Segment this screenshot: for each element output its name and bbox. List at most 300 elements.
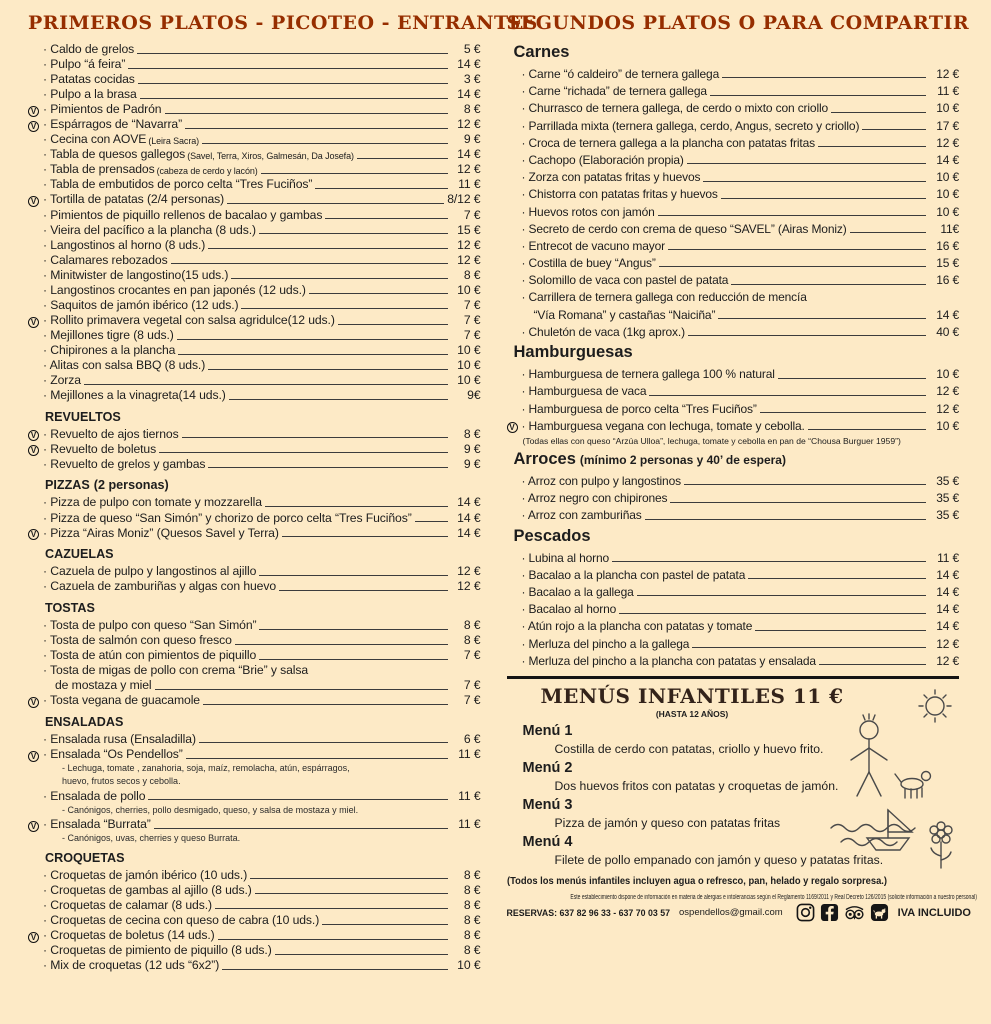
vegetarian-icon: V <box>507 422 518 433</box>
price-leader-line <box>687 163 926 164</box>
menu-section <box>507 43 960 339</box>
item-price: 8 € <box>463 927 481 942</box>
price-leader-line <box>649 395 926 396</box>
kids-menu-note: (Todos los menús infantiles incluyen agua o refresco, pan, helado y regalo sorpresa.) <box>506 876 887 888</box>
section-heading-note: (2 personas) <box>93 478 169 493</box>
item-price: 7 € <box>463 297 481 312</box>
item-name: · Caldo de grelos <box>43 43 134 57</box>
item-price: 14 € <box>457 57 481 72</box>
section-heading <box>514 527 960 546</box>
price-leader-line <box>199 742 448 743</box>
menu-item <box>28 512 481 526</box>
section-heading <box>45 851 481 865</box>
vegetarian-slot <box>28 106 43 117</box>
price-leader-line <box>155 689 448 690</box>
menu-section <box>28 715 481 844</box>
item-price: 14 € <box>457 147 481 162</box>
menu-item <box>28 209 481 223</box>
item-name: · Chipirones a la plancha <box>43 344 175 358</box>
item-price: 10 € <box>457 373 481 388</box>
price-leader-line <box>282 536 448 537</box>
item-name: · Espárragos de “Navarra” <box>43 118 182 132</box>
menu-item <box>507 419 960 433</box>
item-name: · Cecina con AOVE <box>43 133 146 147</box>
item-name: · Mejillones a la vinagreta(14 uds.) <box>43 389 226 403</box>
item-name: · Cazuela de zamburiñas y algas con huevo <box>43 580 276 594</box>
menu-item <box>507 474 960 488</box>
vegetarian-icon: V <box>28 821 39 832</box>
item-name: · Hamburguesa de ternera gallega 100 % natural <box>522 367 775 381</box>
menu-item <box>28 694 481 708</box>
item-name: · Croquetas de calamar (8 uds.) <box>43 899 212 913</box>
item-price: 11 € <box>937 550 959 565</box>
vegetarian-slot <box>28 317 43 328</box>
menu-item <box>28 944 481 958</box>
kids-menu-label: Menú 1 <box>522 723 573 740</box>
vegetarian-icon: V <box>28 106 39 117</box>
item-price: 35 € <box>936 473 959 488</box>
item-name: · Parrillada mixta (ternera gallega, cerdo, Angus, secreto y criollo) <box>522 119 860 133</box>
menu-item <box>28 818 481 832</box>
item-price: 9 € <box>463 456 481 471</box>
facebook-icon <box>820 903 839 922</box>
menu-item <box>28 869 481 883</box>
menu-item <box>507 290 960 304</box>
price-leader-line <box>138 83 448 84</box>
menu-item <box>507 84 960 98</box>
item-name: · Huevos rotos con jamón <box>522 205 655 219</box>
item-name: · Merluza del pincho a la plancha con patatas y ensalada <box>522 654 816 668</box>
kids-menu-title: MENÚS INFANTILES 11 € <box>540 684 844 709</box>
menu-item <box>507 256 960 270</box>
menu-item <box>28 884 481 898</box>
price-leader-line <box>338 324 448 325</box>
item-price: 14 € <box>936 152 959 167</box>
footer-row <box>506 903 971 922</box>
vegetarian-slot <box>28 445 43 456</box>
menu-item <box>28 73 481 87</box>
menu-section <box>28 547 481 594</box>
price-leader-line <box>659 266 926 267</box>
item-name: · Croquetas de boletus (14 uds.) <box>43 929 215 943</box>
item-price: 12 € <box>936 384 959 399</box>
menu-item <box>507 153 960 167</box>
menu-item <box>28 43 481 57</box>
reservations-phones: RESERVAS: 637 82 96 33 - 637 70 03 57 <box>506 907 671 918</box>
price-leader-line <box>215 908 448 909</box>
section-heading <box>45 715 481 729</box>
price-leader-line <box>315 188 447 189</box>
menu-item <box>28 239 481 253</box>
item-price: 10 € <box>457 357 481 372</box>
iva-included-label: IVA INCLUIDO <box>897 906 971 919</box>
menu-item <box>507 205 960 219</box>
item-price: 10 € <box>936 367 959 382</box>
item-price: 12 € <box>936 67 959 81</box>
price-leader-line <box>208 369 447 370</box>
menu-item <box>28 428 481 442</box>
right-sections <box>507 43 960 668</box>
menu-item <box>28 664 481 678</box>
item-price: 8 € <box>463 267 481 282</box>
menu-item <box>28 359 481 373</box>
section-heading-label: ENSALADAS <box>45 714 124 729</box>
item-price: 14 € <box>457 495 481 510</box>
price-leader-line <box>612 561 926 562</box>
price-leader-line <box>619 613 926 614</box>
price-leader-line <box>261 173 448 174</box>
price-leader-line <box>203 704 448 705</box>
item-price: 8 € <box>463 102 481 117</box>
price-leader-line <box>165 113 448 114</box>
item-name: · Solomillo de vaca con pastel de patata <box>522 273 729 287</box>
item-price: 11 € <box>458 177 481 192</box>
item-price: 11 € <box>458 816 481 831</box>
item-name: · Churrasco de ternera gallega, de cerdo o mixto con criollo <box>522 101 829 115</box>
item-price: 14 € <box>457 87 481 102</box>
menu-section <box>507 527 960 669</box>
menu-section <box>507 343 960 446</box>
price-leader-line <box>159 452 447 453</box>
section-heading-label: Carnes <box>513 43 570 61</box>
price-leader-line <box>703 181 926 182</box>
item-price: 11 € <box>458 746 481 761</box>
menu-item <box>28 163 481 177</box>
price-leader-line <box>325 218 447 219</box>
price-leader-line <box>309 293 448 294</box>
kids-menu-desc: Pizza de jamón y queso con patatas fritas <box>554 816 781 831</box>
section-heading-label: CROQUETAS <box>45 850 125 865</box>
menu-item <box>507 384 960 398</box>
item-name: · Patatas cocidas <box>43 73 135 87</box>
item-name: · Secreto de cerdo con crema de queso “SAVEL” (Airas Moniz) <box>522 222 847 236</box>
item-name: · Langostinos crocantes en pan japonés (12 uds.) <box>43 284 306 298</box>
price-leader-line <box>722 77 926 78</box>
item-price: 6 € <box>463 731 481 746</box>
price-leader-line <box>275 954 448 955</box>
menu-item <box>28 58 481 72</box>
item-price: 8 € <box>463 867 481 882</box>
item-price: 12 € <box>457 117 481 132</box>
menu-item <box>28 649 481 663</box>
item-price: 15 € <box>936 256 959 271</box>
price-leader-line <box>862 129 926 130</box>
price-leader-line <box>137 53 447 54</box>
item-price: 12 € <box>457 162 481 177</box>
vegetarian-icon: V <box>28 529 39 540</box>
menu-item <box>507 491 960 505</box>
item-price: 35 € <box>936 508 959 523</box>
item-price: 8 € <box>463 912 481 927</box>
menu-item <box>28 527 481 541</box>
price-leader-line <box>637 595 926 596</box>
price-leader-line <box>259 233 448 234</box>
item-price: 17 € <box>936 118 959 133</box>
vegetarian-icon: V <box>28 196 39 207</box>
allergen-legal-text: Este establecimiento dispone de información en materia de alergias e intolerancias según el Reglamento 1169/2011 y Real Decreto 126/2015 (solicite información a nuestro personal) <box>569 894 977 902</box>
price-leader-line <box>177 339 448 340</box>
menu-item <box>507 367 960 381</box>
item-price: 16 € <box>936 273 959 288</box>
price-leader-line <box>668 249 926 250</box>
item-name: · Hamburguesa de vaca <box>522 384 647 398</box>
item-name: · Revuelto de boletus <box>43 443 156 457</box>
menu-item <box>507 637 960 651</box>
item-note: (cabeza de cerdo y lacón) <box>156 165 258 176</box>
item-name: · Pizza de queso “San Simón” y chorizo de porco celta “Tres Fuciños” <box>43 512 412 526</box>
price-leader-line <box>831 112 926 113</box>
vegetarian-slot <box>28 932 43 943</box>
item-name: · Croquetas de jamón ibérico (10 uds.) <box>43 869 247 883</box>
item-name: “Vía Romana” y castañas “Naiciña” <box>533 307 716 322</box>
item-name: · Ensalada “Burrata” <box>43 818 151 832</box>
menu-item-continuation <box>28 679 481 693</box>
item-name: · Ensalada de pollo <box>43 790 145 804</box>
item-name: · Revuelto de ajos tiernos <box>43 428 179 442</box>
menu-item <box>28 299 481 313</box>
item-name: · Zorza con patatas fritas y huevos <box>522 170 701 184</box>
menu-section <box>28 601 481 708</box>
menu-item <box>28 748 481 762</box>
vegetarian-icon: V <box>28 932 39 943</box>
item-price: 11€ <box>940 221 959 236</box>
section-heading-label: Arroces <box>513 449 576 468</box>
price-leader-line <box>250 878 447 879</box>
item-price: 8/12 € <box>447 192 481 207</box>
menu-item <box>507 222 960 236</box>
menu-item <box>28 178 481 192</box>
kids-menu-desc: Filete de pollo empanado con jamón y queso y patatas fritas. <box>554 853 884 868</box>
menu-item <box>28 254 481 268</box>
menu-item <box>28 118 481 132</box>
item-name: · Cachopo (Elaboración propia) <box>522 153 684 167</box>
item-name: · Langostinos al horno (8 uds.) <box>43 239 205 253</box>
section-heading-label: CAZUELAS <box>45 547 114 562</box>
item-name: · Croquetas de pimiento de piquillo (8 uds.) <box>43 944 272 958</box>
item-name: · Vieira del pacífico a la plancha (8 uds.) <box>43 224 256 238</box>
vegetarian-slot <box>28 821 43 832</box>
price-leader-line <box>178 354 447 355</box>
item-name: · Croca de ternera gallega a la plancha con patatas fritas <box>522 136 815 150</box>
item-price: 8 € <box>463 897 481 912</box>
menu-item <box>28 314 481 328</box>
item-price: 10 € <box>936 204 959 219</box>
price-leader-line <box>718 318 926 319</box>
price-leader-line <box>850 232 926 233</box>
price-leader-line <box>731 284 926 285</box>
item-name: · Alitas con salsa BBQ (8 uds.) <box>43 359 205 373</box>
item-name: · Pizza “Airas Moniz” (Quesos Savel y Terra) <box>43 527 279 541</box>
item-name: · Ensalada “Os Pendellos” <box>43 748 183 762</box>
item-name: · Croquetas de cecina con queso de cabra (10 uds.) <box>43 914 319 928</box>
price-leader-line <box>755 630 926 631</box>
menu-item <box>28 133 481 147</box>
item-name: · Minitwister de langostino(15 uds.) <box>43 269 228 283</box>
kids-menu-desc: Costilla de cerdo con patatas, criollo y huevo frito. <box>554 742 824 757</box>
left-column <box>28 12 538 1016</box>
item-name: · Lubina al horno <box>522 551 610 565</box>
price-leader-line <box>658 215 926 216</box>
kids-menu-label: Menú 2 <box>522 760 573 777</box>
section-heading <box>514 43 960 62</box>
section-heading-label: REVUELTOS <box>45 409 121 424</box>
section-heading <box>45 547 481 561</box>
item-price: 9 € <box>463 441 481 456</box>
price-leader-line <box>357 158 448 159</box>
menu-item <box>507 187 960 201</box>
menu-item <box>28 224 481 238</box>
vegetarian-icon: V <box>28 697 39 708</box>
item-price: 12 € <box>457 252 481 267</box>
item-price: 14 € <box>936 619 959 634</box>
price-leader-line <box>202 143 447 144</box>
vegetarian-slot <box>28 751 43 762</box>
item-price: 7 € <box>463 678 481 693</box>
item-name: · Cazuela de pulpo y langostinos al ajillo <box>43 565 256 579</box>
item-price: 14 € <box>936 567 959 582</box>
item-price: 8 € <box>463 617 481 632</box>
item-name: · Tosta de salmón con queso fresco <box>43 634 232 648</box>
item-name: de mostaza y miel <box>55 678 152 693</box>
item-name: · Mejillones tigre (8 uds.) <box>43 329 174 343</box>
vegetarian-icon: V <box>28 430 39 441</box>
kids-menu-desc: Dos huevos fritos con patatas y croquetas de jamón. <box>554 779 839 794</box>
vegetarian-icon: V <box>28 121 39 132</box>
item-name: · Carrillera de ternera gallega con reducción de mencía <box>522 290 807 304</box>
price-leader-line <box>171 263 448 264</box>
price-leader-line <box>818 146 926 147</box>
menu-item <box>28 496 481 510</box>
kids-menu-header <box>507 684 878 719</box>
vegetarian-icon: V <box>28 445 39 456</box>
price-leader-line <box>778 378 926 379</box>
menu-item <box>28 929 481 943</box>
menu-item <box>507 508 960 522</box>
price-leader-line <box>645 519 926 520</box>
menu-item <box>28 284 481 298</box>
price-leader-line <box>322 924 447 925</box>
price-leader-line <box>259 659 447 660</box>
price-leader-line <box>231 278 447 279</box>
price-leader-line <box>227 203 444 204</box>
menu-item <box>507 568 960 582</box>
price-leader-line <box>208 248 447 249</box>
restaurant-logo-icon <box>870 903 889 922</box>
childrens-drawing <box>827 686 959 872</box>
menu-section <box>28 478 481 540</box>
price-leader-line <box>415 521 448 522</box>
price-leader-line <box>218 939 448 940</box>
item-price: 7 € <box>463 207 481 222</box>
menu-item <box>28 443 481 457</box>
price-leader-line <box>279 590 447 591</box>
item-price: 3 € <box>463 72 481 87</box>
item-price: 40 € <box>936 324 959 339</box>
item-name: · Tosta de atún con pimientos de piquillo <box>43 649 256 663</box>
price-leader-line <box>721 198 926 199</box>
menu-item <box>507 619 960 633</box>
item-name: · Bacalao al horno <box>522 602 617 616</box>
item-name: · Bacalao a la gallega <box>522 585 634 599</box>
item-name: · Croquetas de gambas al ajillo (8 uds.) <box>43 884 252 898</box>
item-name: · Rollito primavera vegetal con salsa agridulce(12 uds.) <box>43 314 335 328</box>
menu-item <box>28 580 481 594</box>
left-sections <box>28 43 481 973</box>
item-name: · Tabla de quesos gallegos <box>43 148 185 162</box>
price-leader-line <box>748 578 926 579</box>
kids-menu-section <box>507 684 960 887</box>
price-leader-line <box>186 758 448 759</box>
item-name: · Arroz con zamburiñas <box>522 508 642 522</box>
price-leader-line <box>688 335 926 336</box>
menu-item <box>28 103 481 117</box>
menu-item <box>28 344 481 358</box>
menu-item <box>28 959 481 973</box>
item-name: · Arroz negro con chipirones <box>522 491 668 505</box>
price-leader-line <box>265 506 448 507</box>
item-name: · Arroz con pulpo y langostinos <box>522 474 681 488</box>
item-price: 9 € <box>463 132 481 147</box>
price-leader-line <box>148 799 447 800</box>
menu-item <box>28 329 481 343</box>
menu-item <box>507 170 960 184</box>
section-divider <box>507 676 960 679</box>
price-leader-line <box>154 828 448 829</box>
item-name: · Pulpo “á feira” <box>43 58 125 72</box>
item-name: · Pulpo a la brasa <box>43 88 137 102</box>
item-price: 10 € <box>457 342 481 357</box>
menu-item <box>507 119 960 133</box>
price-leader-line <box>259 575 447 576</box>
item-name: · Calamares rebozados <box>43 254 168 268</box>
item-name: · Saquitos de jamón ibérico (12 uds.) <box>43 299 238 313</box>
item-description: - Lechuga, tomate , zanahoria, soja, maíz, remolacha, atún, espárragos, <box>62 762 350 773</box>
item-name: · Merluza del pincho a la gallega <box>522 637 690 651</box>
item-price: 10 € <box>936 418 959 433</box>
menu-item <box>507 325 960 339</box>
vegetarian-icon: V <box>28 317 39 328</box>
menu-section <box>28 410 481 472</box>
item-price: 11 € <box>458 788 481 803</box>
item-name: · Costilla de buey “Angus” <box>522 256 656 270</box>
menu-section <box>507 450 960 523</box>
item-price: 12 € <box>936 653 959 668</box>
item-price: 10 € <box>936 170 959 185</box>
item-price: 10 € <box>936 187 959 202</box>
item-name: · Chuletón de vaca (1kg aprox.) <box>522 325 685 339</box>
section-heading-label: PIZZAS <box>45 478 90 493</box>
menu-item <box>28 914 481 928</box>
menu-item <box>28 88 481 102</box>
item-name: · Tabla de prensados <box>43 163 155 177</box>
price-leader-line <box>222 969 447 970</box>
item-price: 16 € <box>936 238 959 253</box>
price-leader-line <box>819 664 926 665</box>
vegetarian-slot <box>28 430 43 441</box>
menu-section <box>28 851 481 973</box>
email-address: ospendellos@gmail.com <box>679 907 783 919</box>
price-leader-line <box>255 893 448 894</box>
item-price: 5 € <box>463 42 481 56</box>
item-price: 35 € <box>936 491 959 506</box>
item-price: 7 € <box>463 327 481 342</box>
item-price: 15 € <box>457 222 481 237</box>
right-column <box>506 12 977 1016</box>
item-price: 14 € <box>457 510 481 525</box>
item-name: · Bacalao a la plancha con pastel de patata <box>522 568 746 582</box>
price-leader-line <box>684 484 926 485</box>
price-leader-line <box>208 467 447 468</box>
